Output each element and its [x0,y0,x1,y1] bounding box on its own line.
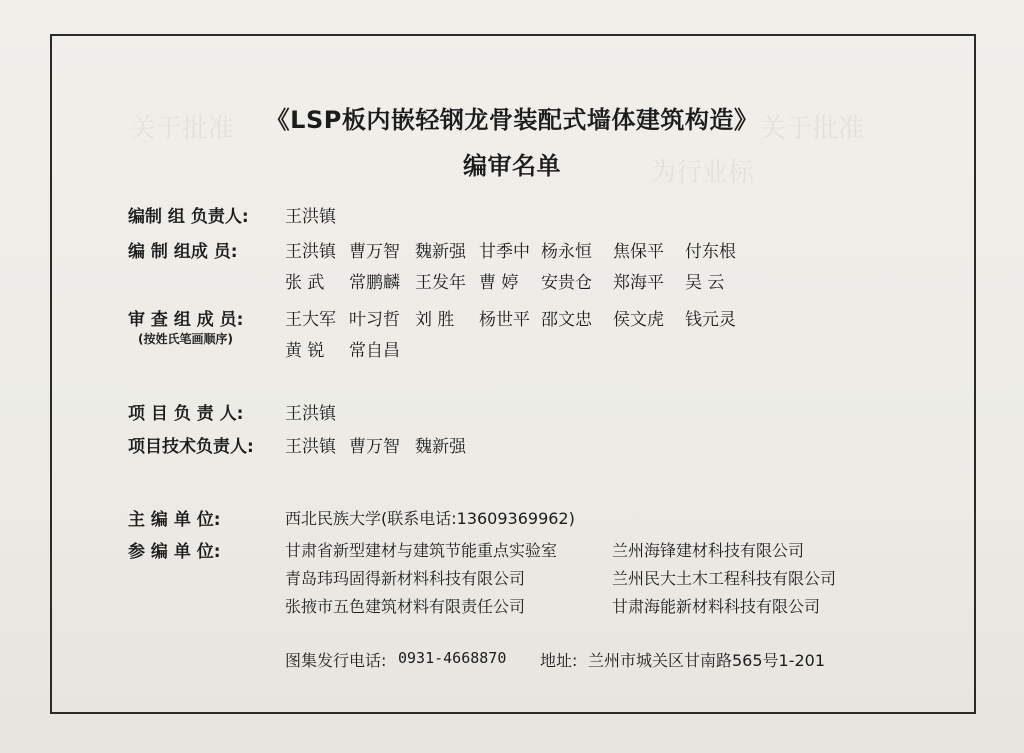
person-name: 曹 婷 [479,273,519,293]
bleed-through-text: 关于批准 [760,114,865,144]
person-name: 焦保平 [613,242,664,262]
bleed-through-text: 为行业标 [650,158,755,188]
footer-phone-label: 图集发行电话: [285,651,387,670]
person-name: 黄 锐 [285,341,325,361]
person-name: 杨世平 [479,310,530,330]
document-subtitle: 编审名单 [463,152,561,180]
chief-unit-label: 主 编 单 位: [128,510,221,530]
person-name: 刘 胜 [415,310,455,330]
participant-unit: 甘肃海能新材料科技有限公司 [612,597,821,616]
reviewers-label: 审 查 组 成 员: [128,310,244,330]
person-name: 邵文忠 [541,310,592,330]
project-head-label: 项 目 负 责 人: [128,404,244,424]
person-name: 吴 云 [685,273,725,293]
participant-unit: 青岛玮玛固得新材料科技有限公司 [285,569,526,588]
person-name: 杨永恒 [541,242,592,262]
editor-head-label: 编制 组 负责人: [128,207,249,227]
person-name: 曹万智 [349,437,400,457]
editors-label: 编 制 组成 员: [128,242,238,262]
person-name: 付东根 [685,242,736,262]
person-name: 郑海平 [613,273,664,293]
participant-unit: 甘肃省新型建材与建筑节能重点实验室 [285,541,558,560]
participants-label: 参 编 单 位: [128,542,221,562]
person-name: 王发年 [415,273,466,293]
tech-head-label: 项目技术负责人: [128,437,254,457]
participant-unit: 兰州海锋建材科技有限公司 [612,541,805,560]
person-name: 王洪镇 [285,404,336,424]
footer-address-label: 地址: [540,651,578,670]
person-name: 侯文虎 [613,310,664,330]
person-name: 王洪镇 [285,207,336,227]
person-name: 王大军 [285,310,336,330]
person-name: 叶习哲 [349,310,400,330]
person-name: 王洪镇 [285,437,336,457]
person-name: 常自昌 [349,341,400,361]
participant-unit: 张掖市五色建筑材料有限责任公司 [285,597,526,616]
person-name: 魏新强 [415,437,466,457]
person-name: 常鹏麟 [349,273,400,293]
footer-address: 兰州市城关区甘南路565号1-201 [588,651,826,670]
person-name: 钱元灵 [685,310,736,330]
person-name: 张 武 [285,273,325,293]
footer-phone: 0931-4668870 [398,649,507,667]
document-title: 《LSP板内嵌轻钢龙骨装配式墙体建筑构造》 [265,106,759,134]
chief-unit-value: 西北民族大学(联系电话:13609369962) [285,509,575,528]
person-name: 甘季中 [479,242,530,262]
reviewers-order-note: (按姓氏笔画顺序) [138,332,233,346]
bleed-through-text: 关于批准 [130,114,235,144]
participant-unit: 兰州民大土木工程科技有限公司 [612,569,837,588]
person-name: 曹万智 [349,242,400,262]
person-name: 安贵仓 [541,273,592,293]
person-name: 王洪镇 [285,242,336,262]
person-name: 魏新强 [415,242,466,262]
